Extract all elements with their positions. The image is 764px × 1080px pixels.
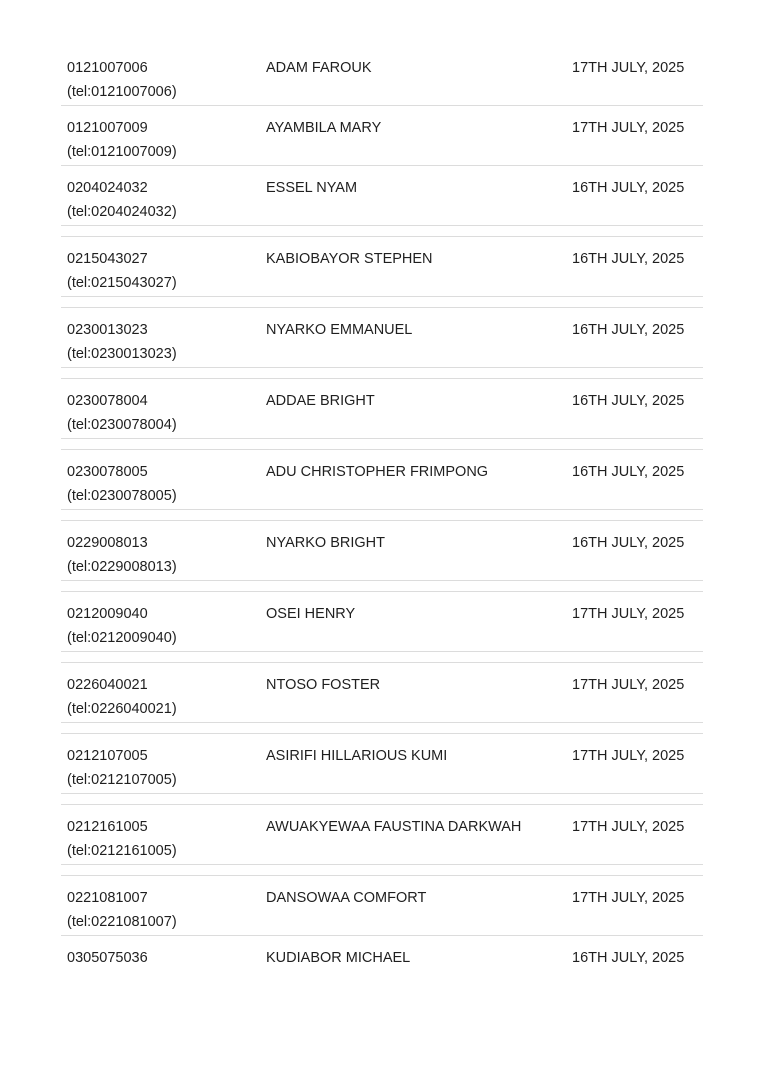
id-number: 0212009040 — [67, 606, 148, 622]
tel-link[interactable]: (tel:0204024032) — [67, 204, 177, 220]
tel-link[interactable]: (tel:0226040021) — [67, 701, 177, 717]
table-row — [61, 379, 703, 450]
id-number: 0230078004 — [67, 393, 148, 409]
date-cell: 17TH JULY, 2025 — [572, 890, 685, 906]
tel-link[interactable]: (tel:0121007009) — [67, 144, 177, 160]
id-number: 0221081007 — [67, 890, 148, 906]
id-number: 0212107005 — [67, 748, 148, 764]
name-cell: KABIOBAYOR STEPHEN — [266, 251, 433, 267]
tel-link[interactable]: (tel:0230013023) — [67, 346, 177, 362]
id-cell[interactable] — [67, 531, 177, 579]
id-cell[interactable] — [67, 602, 177, 650]
id-number: 0229008013 — [67, 535, 148, 551]
tel-link[interactable]: (tel:0212009040) — [67, 630, 177, 646]
date-cell: 17TH JULY, 2025 — [572, 819, 685, 835]
id-cell[interactable] — [67, 318, 177, 366]
name-cell: ESSEL NYAM — [266, 180, 358, 196]
tel-link[interactable]: (tel:0212161005) — [67, 843, 177, 859]
id-number: 0121007009 — [67, 120, 148, 136]
id-number: 0204024032 — [67, 180, 148, 196]
name-cell: NYARKO BRIGHT — [266, 535, 385, 551]
id-number: 0230078005 — [67, 464, 148, 480]
id-cell[interactable] — [67, 886, 177, 934]
id-number: 0215043027 — [67, 251, 148, 267]
name-cell: ADU CHRISTOPHER FRIMPONG — [266, 464, 489, 480]
id-cell[interactable] — [67, 176, 177, 224]
date-cell: 16TH JULY, 2025 — [572, 322, 685, 338]
id-cell[interactable] — [67, 389, 177, 437]
tel-link[interactable]: (tel:0221081007) — [67, 914, 177, 930]
date-cell: 16TH JULY, 2025 — [572, 251, 685, 267]
date-cell: 17TH JULY, 2025 — [572, 677, 685, 693]
table-row — [61, 450, 703, 521]
table-row — [61, 876, 703, 936]
date-cell: 16TH JULY, 2025 — [572, 950, 685, 966]
tel-link[interactable]: (tel:0121007006) — [67, 84, 177, 100]
date-cell: 16TH JULY, 2025 — [572, 535, 685, 551]
id-number: 0305075036 — [67, 950, 148, 966]
id-cell[interactable] — [67, 744, 177, 792]
name-cell: KUDIABOR MICHAEL — [266, 950, 411, 966]
table-row — [61, 106, 703, 166]
date-cell: 16TH JULY, 2025 — [572, 180, 685, 196]
table-row — [61, 734, 703, 805]
date-cell: 17TH JULY, 2025 — [572, 748, 685, 764]
table-row — [61, 308, 703, 379]
table-row — [61, 805, 703, 876]
id-cell[interactable] — [67, 247, 177, 295]
name-cell: DANSOWAA COMFORT — [266, 890, 427, 906]
date-cell: 16TH JULY, 2025 — [572, 464, 685, 480]
records-table — [61, 46, 703, 976]
id-number: 0226040021 — [67, 677, 148, 693]
table-row — [61, 592, 703, 663]
table-row — [61, 521, 703, 592]
name-cell: ASIRIFI HILLARIOUS KUMI — [266, 748, 448, 764]
id-number: 0230013023 — [67, 322, 148, 338]
date-cell: 17TH JULY, 2025 — [572, 606, 685, 622]
table-row — [61, 237, 703, 308]
id-number: 0212161005 — [67, 819, 148, 835]
tel-link[interactable]: (tel:0212107005) — [67, 772, 177, 788]
id-cell[interactable] — [67, 56, 177, 104]
tel-link[interactable]: (tel:0229008013) — [67, 559, 177, 575]
id-cell[interactable] — [67, 815, 177, 863]
date-cell: 16TH JULY, 2025 — [572, 393, 685, 409]
name-cell: OSEI HENRY — [266, 606, 356, 622]
date-cell: 17TH JULY, 2025 — [572, 60, 685, 76]
tel-link[interactable]: (tel:0230078004) — [67, 417, 177, 433]
name-cell: NYARKO EMMANUEL — [266, 322, 413, 338]
name-cell: AYAMBILA MARY — [266, 120, 382, 136]
id-cell[interactable] — [67, 946, 148, 970]
name-cell: AWUAKYEWAA FAUSTINA DARKWAH — [266, 819, 522, 835]
id-number: 0121007006 — [67, 60, 148, 76]
table-row — [61, 663, 703, 734]
id-cell[interactable] — [67, 673, 177, 721]
table-row — [61, 936, 703, 976]
table-row — [61, 46, 703, 106]
table-row — [61, 166, 703, 237]
tel-link[interactable]: (tel:0230078005) — [67, 488, 177, 504]
tel-link[interactable]: (tel:0215043027) — [67, 275, 177, 291]
id-cell[interactable] — [67, 460, 177, 508]
id-cell[interactable] — [67, 116, 177, 164]
name-cell: ADDAE BRIGHT — [266, 393, 375, 409]
name-cell: NTOSO FOSTER — [266, 677, 381, 693]
name-cell: ADAM FAROUK — [266, 60, 372, 76]
date-cell: 17TH JULY, 2025 — [572, 120, 685, 136]
